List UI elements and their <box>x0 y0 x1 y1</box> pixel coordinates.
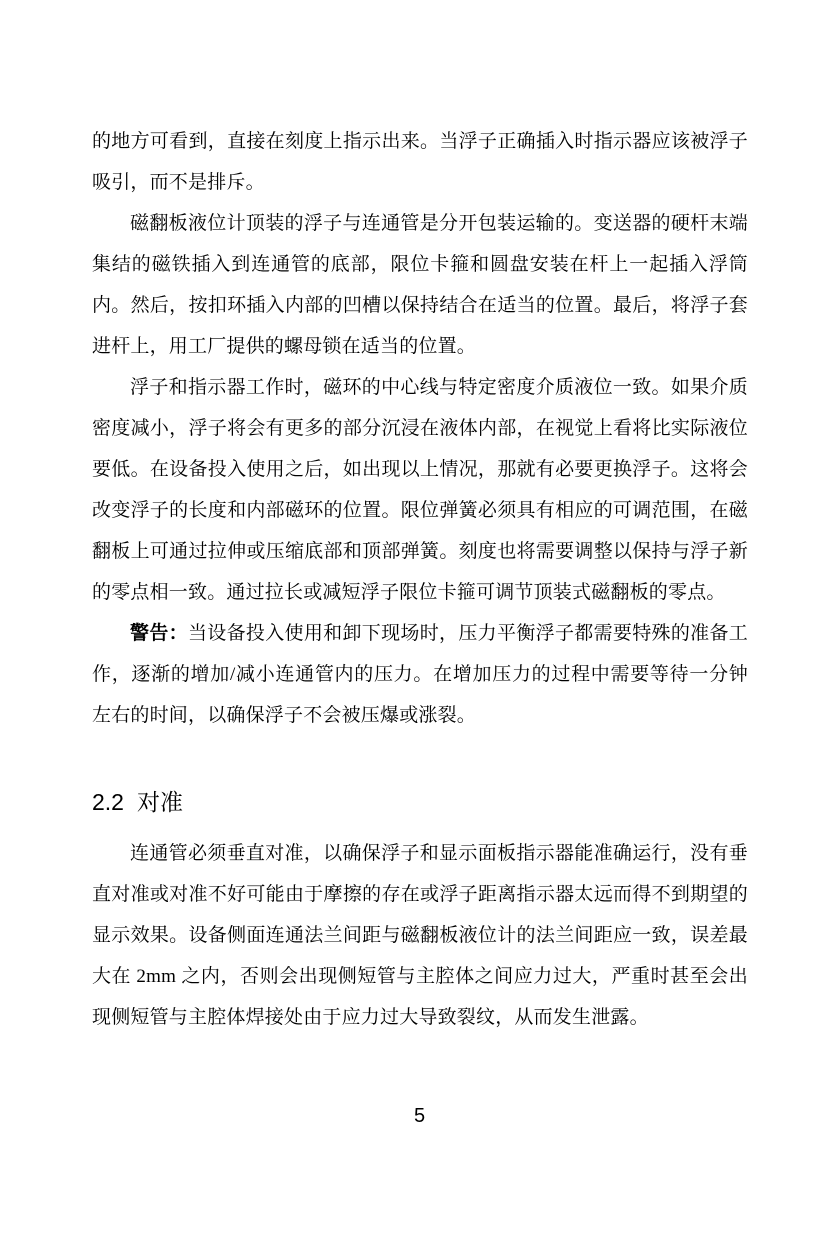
section-heading <box>92 787 748 818</box>
warning-text: 当设备投入使用和卸下现场时，压力平衡浮子都需要特殊的准备工作，逐渐的增加/减小连通管内的压力。在增加压力的过程中需要等待一分钟左右的时间，以确保浮子不会被压爆或涨裂。 <box>92 623 748 726</box>
paragraph-alignment: 连通管必须垂直对准，以确保浮子和显示面板指示器能准确运行，没有垂直对准或对准不好可能由于摩擦的存在或浮子距离指示器太远而得不到期望的显示效果。设备侧面连通法兰间距与磁翻板液位计的法兰间距应一致，误差最大在 2mm 之内，否则会出现侧短管与主腔体之间应力过大，严重时甚至会出现侧短管与主腔体焊接处由于应力过大导致裂纹，从而发生泄露。 <box>92 843 748 1028</box>
warning-label: 警告： <box>130 623 188 644</box>
paragraph-assembly: 磁翻板液位计顶装的浮子与连通管是分开包装运输的。变送器的硬杆末端集结的磁铁插入到连通管的底部，限位卡箍和圆盘安装在杆上一起插入浮筒内。然后，按扣环插入内部的凹槽以保持结合在适当的位置。最后，将浮子套进杆上，用工厂提供的螺母锁在适当的位置。 <box>92 213 748 357</box>
paragraph-continuation: 的地方可看到，直接在刻度上指示出来。当浮子正确插入时指示器应该被浮子吸引，而不是排斥。 <box>92 131 748 193</box>
paragraph-float-replacement: 浮子和指示器工作时，磁环的中心线与特定密度介质液位一致。如果介质密度减小，浮子将会有更多的部分沉浸在液体内部，在视觉上看将比实际液位要低。在设备投入使用之后，如出现以上情况，那就有必要更换浮子。这将会改变浮子的长度和内部磁环的位置。限位弹簧必须具有相应的可调范围，在磁翻板上可通过拉伸或压缩底部和顶部弹簧。刻度也将需要调整以保持与浮子新的零点相一致。通过拉长或减短浮子限位卡箍可调节顶装式磁翻板的零点。 <box>92 377 748 603</box>
page-number: 5 <box>413 1105 426 1127</box>
paragraph-warning <box>92 613 748 736</box>
section-heading-title: 对准 <box>136 790 183 815</box>
section-heading-number: 2.2 <box>92 789 124 815</box>
